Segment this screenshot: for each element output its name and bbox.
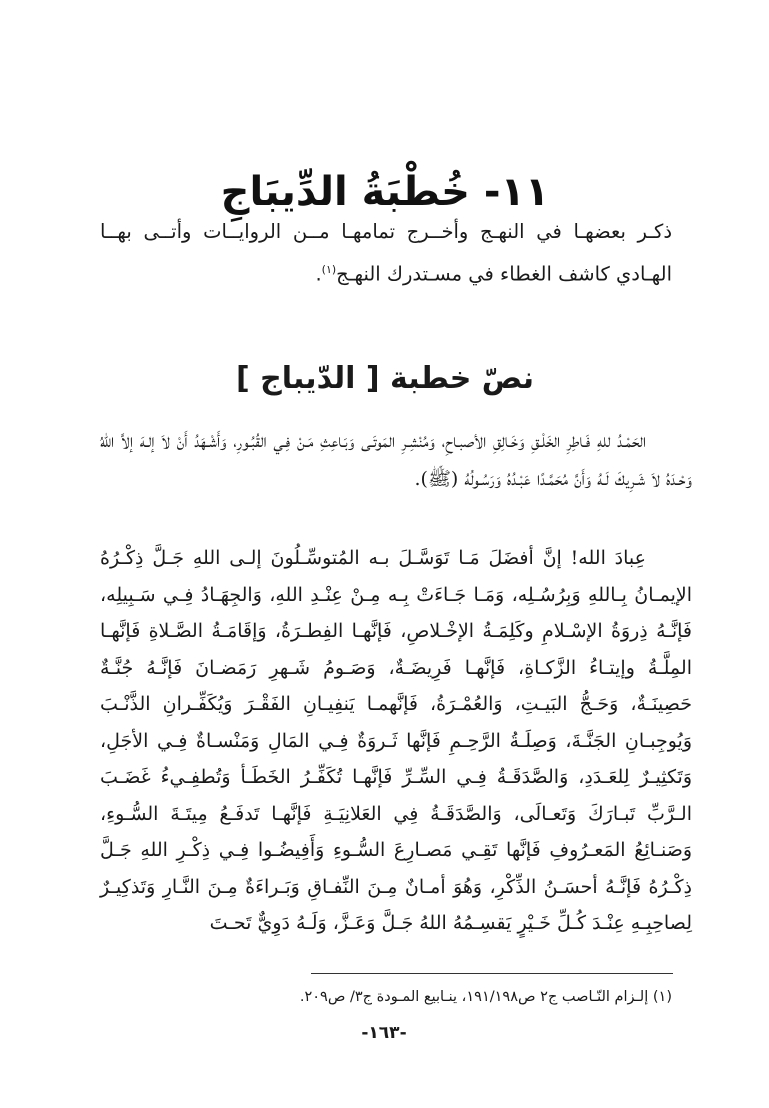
footnote-divider [311, 973, 673, 974]
intro-end: . [315, 262, 322, 286]
page-number: -١٦٣- [361, 1023, 407, 1043]
intro-text: ذكـر بعضهـا في النهـج وأخــرج تمامهـا مــن الروايــات وأتــى بهــا الهـادي كاشف الغطاء في مسـتدرك النهـج [100, 220, 672, 286]
footnote: (١) إلـزام النّـاصب ج٢ ص١٩١/١٩٨، ينـابيع المـودة ج٣/ ص٢٠٩. [299, 989, 672, 1005]
sermon-paragraph-1: الحَمْـدُ للهِ فَـاطِرِ الخَلْـقِ وَخَـالِقِ الأصبـاحِ، وَمُنْشِـرِ المَوتَـى وَبَـاعِثِ مَـنْ فِـي القُبُـورِ، وَأَشْـهَدُ أَنْ لاَ إلـهَ إلاَّ اللهُ وَحْـدَهُ لاَ شَـرِيكَ لَـهُ وَأَنَّ مُحَمَّـدًا عَبْـدُهُ وَرَسُـولُهُ (ﷺ). [100, 430, 692, 490]
footnote-reference[interactable]: (١) [321, 263, 337, 276]
sermon-paragraph-2: عِبادَ الله! إنَّ أفضَلَ مَـا تَوَسَّـلَ بـه المُتوسِّـلُونَ إلـى اللهِ جَـلَّ ذِكْـرُهُ الإيمـانُ بِـاللهِ وَبِرُسُـلِه، وَمَـا جَـاءَتْ بِـه مِـنْ عِنْـدِ اللهِ، وَالجِهَـادُ فِـي سَـبِيلِه، فَإنَّـهُ ذِروَةُ الإسْـلامِ وكَلِمَـةُ الإخْـلاصِ، فَإنَّهـا الفِطـرَةُ، وَإقَامَـةُ الصَّـلاةِ فَإنَّهـا المِلَّـةُ وإيتـاءُ الزَّكـاةِ، فَإنَّهـا فَرِيضَـةٌ، وَصَـومُ شَـهرِ رَمَضـانَ فَإنَّـهُ جُنَّـةٌ حَصِينَـةٌ، وَحَـجُّ البَيـتِ، وَالعُمْـرَةُ، فَإنَّهمـا يَنفِيـانِ الفَقْـرَ وَيُكَفِّـرانِ الذَّنْـبَ وَيُوجِبـانِ الجَنَّـةَ، وَصِلَـةُ الرَّحِـمِ فَإنَّها ثَـروَةٌ فِـي المَالِ وَمَنْسـاةٌ فِـي الأجَلِ، وَتَكثِيـرٌ لِلعَـدَدِ، وَالصَّدَقَـةُ فِـي السِّـرِّ فَإنَّهـا تُكَفِّـرُ الخَطَـأ وَتُطفِـيءُ غَضَـبَ الـرَّبِّ تَبـارَكَ وَتَعـالَى، وَالصَّدَقَـةُ فِي العَلانِيَـةِ فَإنَّهـا تَدفَـعُ مِيتَـةَ السُّـوءِ، وَصَنـائِعُ المَعـرُوفِ فَإنَّها تَقِـي مَصـارِعَ السُّـوءِ وَأَفِيضُـوا فِـي ذِكْـرِ اللهِ جَـلَّ ذِكْـرُهُ فَإنَّـهُ أحسَـنُ الذِّكْرِ، وَهُوَ أمـانٌ مِـنَ النِّفـاقِ وَبَـراءَةٌ مِـنَ النَّـارِ وَتَذكِيـرٌ لِصاحِبِـهِ عِنْـدَ كُـلِّ خَـيْرٍ يَقسِـمُهُ اللهُ جَـلَّ وَعَـزَّ، وَلَـهُ دَوِيٌّ تَحـتَ [100, 547, 692, 934]
section-title: نصّ خطبة [ الدّيباج ] [236, 361, 534, 396]
intro-paragraph [100, 213, 672, 294]
chapter-title: ١١- خُطْبَةُ الدِّيبَاجِ [220, 168, 550, 215]
